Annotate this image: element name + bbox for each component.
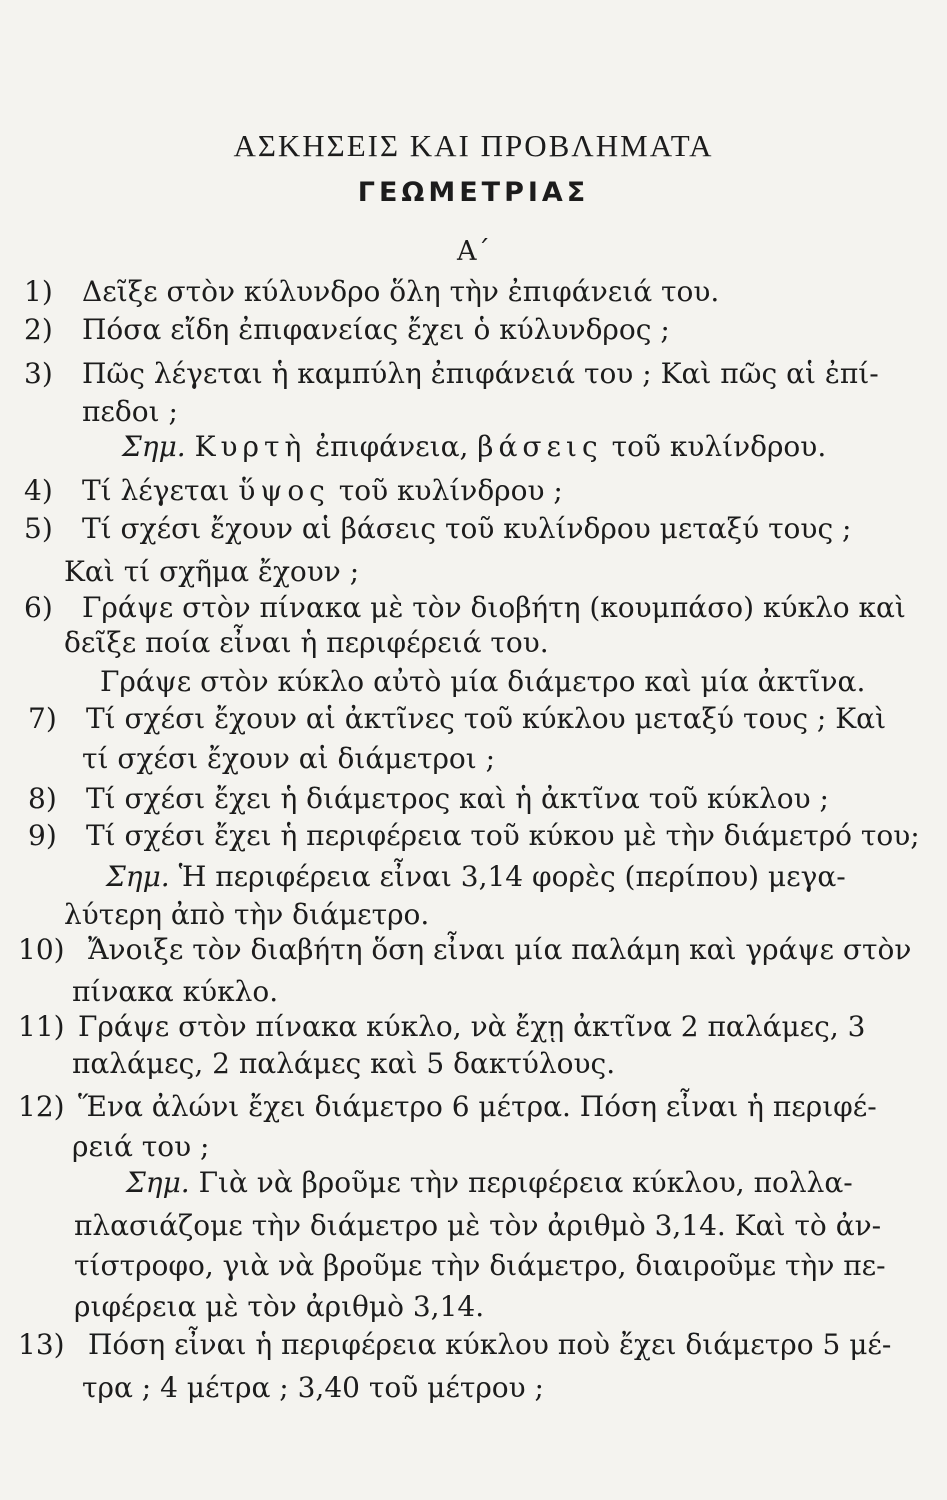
exercise-10-continued: πίνακα κύκλο. bbox=[72, 975, 279, 1008]
exercise-number: 11) bbox=[18, 1010, 65, 1043]
exercise-6-continued: δεῖξε ποία εἶναι ἡ περιφέρειά του. bbox=[64, 626, 549, 659]
exercise-11-continued: παλάμες, 2 παλάμες καὶ 5 δακτύλους. bbox=[72, 1047, 616, 1080]
note-2-continued: λύτερη ἀπὸ τὴν διάμετρο. bbox=[64, 898, 430, 931]
exercise-number: 6) bbox=[24, 591, 53, 624]
note-text: τοῦ κυλίνδρου. bbox=[611, 430, 827, 463]
exercise-text: Γράψε στὸν πίνακα μὲ τὸν διοβήτη (κουμπάσο) κύκλο καὶ bbox=[82, 591, 906, 624]
note-term: Κυρτὴ bbox=[194, 430, 307, 463]
exercise-text: Ἄνοιξε τὸν διαβήτη ὅση εἶναι μία παλάμη καὶ γράψε στὸν bbox=[88, 933, 912, 966]
exercise-8 bbox=[28, 782, 829, 815]
exercise-7 bbox=[28, 702, 887, 735]
note-text: Ἡ περιφέρεια εἶναι 3,14 φορὲς (περίπου) μεγα- bbox=[178, 860, 846, 893]
exercise-13-continued: τρα ; 4 μέτρα ; 3,40 τοῦ μέτρου ; bbox=[82, 1371, 544, 1404]
exercise-10 bbox=[18, 933, 912, 966]
section-heading: Α΄ bbox=[457, 236, 490, 267]
exercise-11 bbox=[18, 1010, 866, 1043]
exercise-text: τοῦ κυλίνδρου ; bbox=[338, 474, 563, 507]
note-text: Γιὰ νὰ βροῦμε τὴν περιφέρεια κύκλου, πολλα- bbox=[198, 1166, 853, 1199]
exercise-number: 9) bbox=[28, 819, 57, 852]
exercise-3-continued: πεδοι ; bbox=[82, 395, 178, 428]
exercise-text: Τί σχέσι ἔχει ἡ περιφέρεια τοῦ κύκου μὲ τὴν διάμετρό του; bbox=[86, 819, 920, 852]
note-3-continued: πλασιάζομε τὴν διάμετρο μὲ τὸν ἀριθμὸ 3,14. Καὶ τὸ ἀν- bbox=[74, 1209, 882, 1242]
exercise-number: 3) bbox=[24, 357, 53, 390]
exercise-6 bbox=[24, 591, 906, 624]
note-3-continued: τίστροφο, γιὰ νὰ βροῦμε τὴν διάμετρο, διαιροῦμε τὴν πε- bbox=[74, 1249, 886, 1282]
page-subtitle: ΓΕΩΜΕΤΡΙΑΣ bbox=[357, 177, 590, 208]
exercise-number: 12) bbox=[18, 1090, 65, 1123]
exercise-text: Πόσα εἴδη ἐπιφανείας ἔχει ὁ κύλυνδρος ; bbox=[82, 313, 670, 346]
exercise-number: 13) bbox=[18, 1328, 65, 1361]
exercise-text: Τί σχέσι ἔχουν αἱ βάσεις τοῦ κυλίνδρου μεταξύ τους ; bbox=[82, 512, 852, 545]
exercise-12-continued: ρειά του ; bbox=[72, 1130, 210, 1163]
exercise-5-continued: Καὶ τί σχῆμα ἔχουν ; bbox=[64, 555, 360, 588]
exercise-3 bbox=[24, 357, 879, 390]
exercise-text: Τί λέγεται bbox=[82, 474, 230, 507]
note-label: Σημ. bbox=[122, 430, 186, 463]
exercise-13 bbox=[18, 1328, 892, 1361]
exercise-7-continued: τί σχέσι ἔχουν αἱ διάμετροι ; bbox=[82, 742, 496, 775]
exercise-12 bbox=[18, 1090, 877, 1123]
note-1 bbox=[122, 430, 827, 463]
exercise-number: 1) bbox=[24, 275, 53, 308]
exercise-text: Γράψε στὸν πίνακα κύκλο, νὰ ἔχῃ ἀκτῖνα 2 παλάμες, 3 bbox=[78, 1010, 866, 1043]
note-label: Σημ. bbox=[106, 860, 170, 893]
exercise-text: Πῶς λέγεται ἡ καμπύλη ἐπιφάνειά του ; Καὶ πῶς αἱ ἐπί- bbox=[82, 357, 879, 390]
page-title: ΑΣΚΗΣΕΙΣ ΚΑΙ ΠΡΟΒΛΗΜΑΤΑ bbox=[233, 128, 714, 163]
exercise-4 bbox=[24, 474, 563, 507]
exercise-text: Τί σχέσι ἔχουν αἱ ἀκτῖνες τοῦ κύκλου μεταξύ τους ; Καὶ bbox=[86, 702, 887, 735]
note-label: Σημ. bbox=[126, 1166, 190, 1199]
exercise-number: 10) bbox=[18, 933, 65, 966]
exercise-term: ὕψος bbox=[238, 474, 330, 507]
exercise-number: 5) bbox=[24, 512, 53, 545]
exercise-5 bbox=[24, 512, 852, 545]
note-3-continued: ριφέρεια μὲ τὸν ἀριθμὸ 3,14. bbox=[74, 1290, 485, 1323]
exercise-number: 8) bbox=[28, 782, 57, 815]
exercise-number: 7) bbox=[28, 702, 57, 735]
exercise-9 bbox=[28, 819, 920, 852]
note-term: βάσεις bbox=[477, 430, 603, 463]
exercise-text: Τί σχέσι ἔχει ἡ διάμετρος καὶ ἡ ἀκτῖνα τοῦ κύκλου ; bbox=[86, 782, 829, 815]
note-2 bbox=[106, 860, 846, 893]
exercise-text: Ἕνα ἀλώνι ἔχει διάμετρο 6 μέτρα. Πόση εἶναι ἡ περιφέ- bbox=[78, 1090, 877, 1123]
exercise-text: Δεῖξε στὸν κύλυνδρο ὅλη τὴν ἐπιφάνειά του. bbox=[82, 275, 720, 308]
exercise-2 bbox=[24, 313, 670, 346]
exercise-number: 2) bbox=[24, 313, 53, 346]
exercise-text: Πόση εἶναι ἡ περιφέρεια κύκλου ποὺ ἔχει διάμετρο 5 μέ- bbox=[88, 1328, 892, 1361]
exercise-number: 4) bbox=[24, 474, 53, 507]
exercise-1 bbox=[24, 275, 720, 308]
note-3 bbox=[126, 1166, 853, 1199]
exercise-6-continued: Γράψε στὸν κύκλο αὐτὸ μία διάμετρο καὶ μία ἀκτῖνα. bbox=[100, 665, 866, 698]
note-text: ἐπιφάνεια, bbox=[315, 430, 469, 463]
